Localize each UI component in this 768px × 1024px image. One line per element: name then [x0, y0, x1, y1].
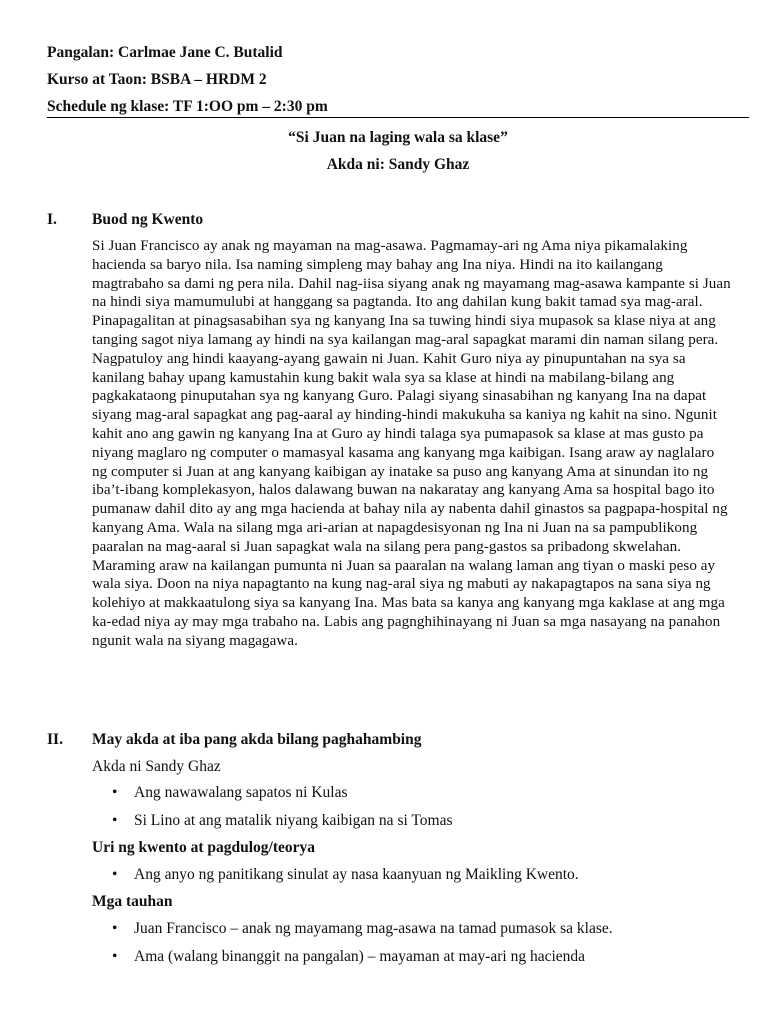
bullet-icon: • [112, 812, 118, 829]
work-item-2: Si Lino at ang matalik niyang kaibigan na si Tomas [134, 812, 453, 829]
characters-heading: Mga tauhan [92, 893, 173, 910]
genre-heading: Uri ng kwento at pagdulog/teorya [92, 839, 316, 856]
genre-item-1: Ang anyo ng panitikang sinulat ay nasa kaanyuan ng Maikling Kwento. [134, 866, 579, 883]
section-1-number: I. [47, 211, 57, 228]
bullet-icon: • [112, 920, 118, 937]
bullet-icon: • [112, 784, 118, 801]
section-2-title: May akda at iba pang akda bilang paghahambing [92, 731, 422, 748]
bullet-icon: • [112, 948, 118, 965]
document-author: Akda ni: Sandy Ghaz [326, 156, 470, 173]
author-works-label: Akda ni Sandy Ghaz [92, 758, 221, 775]
student-name: Pangalan: Carlmae Jane C. Butalid [47, 44, 283, 61]
document-title: “Si Juan na laging wala sa klase” [288, 129, 508, 146]
bullet-icon: • [112, 866, 118, 883]
header-divider [47, 117, 749, 118]
summary-paragraph: Si Juan Francisco ay anak ng mayaman na mag-asawa. Pagmamay-ari ng Ama niya pikamalaking hacienda sa baryo nila. Isa naming simpleng may bahay ang Ina niya. Hindi na ito kailangang magtrabaho sa dami ng pera nila. Dahil nag-iisa siyang anak ng mayamang mag-asawa kampante si Juan na hindi siya mamumulubi at hanggang sa pagtanda. Ito ang dahilan kung bakit tamad sya mag-aral. Pinapagalitan at pinagsasabihan sya ng kanyang Ina sa tuwing hindi siya mupasok sa klase niya at ang tanging sagot niya lamang ay hindi na sya kailangan mag-aral sapagkat marami din naman silang pera. Nagpatuloy ang hindi kaayang-ayang gawain ni Juan. Kahit Guro niya ay pinupuntahan na sya sa kanilang bahay upang kamustahin kung bakit wala sya sa klase at hindi na mabilang-bilang ang pagkakataong pinuputahan sya ng kanyang Guro. Palagi siyang sinasabihan ng kanyang Ina na dapat siyang mag-aral sapagkat ang pag-aaral ay hinding-hindi makukuha sa kaniya ng kahit na sino. Ngunit kahit ano ang gawin ng kanyang Ina at Guro ay hindi talaga sya pumapasok sa klase at mas gusto pa niyang maglaro ng computer o mamasyal kasama ang kanyang mga kaibigan. Isang araw ay naglalaro ng computer si Juan at ang kanyang kaibigan ay inatake sa puso ang kanyang Ama at sinundan ito ng iba’t-ibang komplekasyon, halos dalawang buwan na nakaratay ang kanyang Ama sa hospital bago ito pumanaw dahil dito ay ang mga hacienda at bahay nila ay nabenta dahil ginastos sa pagpapa-hospital ng kanyang Ama. Wala na silang mga ari-arian at napagdesisyonan ng Ina ni Juan na sa pampublikong paaralan na mag-aaral si Juan sapagkat wala na silang pera pang-gastos sa pribadong skwelahan. Maraming araw na kailangan pumunta ni Juan sa paaralan na walang laman ang tiyan o maski peso ay wala siya. Doon na niya napagtanto na kung nag-aral siya ng mabuti ay nakapagtapos na sana siya ng kolehiyo at makkaatulong siya sa kanyang Ina. Mas bata sa kanya ang kanyang mga kaklase at ang mga ka-edad niya ay may mga trabaho na. Labis ang pagnghihinayang ni Juan sa mga nasayang na panahon ngunit wala na siyang magagawa. [92, 238, 731, 649]
work-item-1: Ang nawawalang sapatos ni Kulas [134, 784, 348, 801]
section-2-number: II. [47, 731, 63, 748]
character-item-2: Ama (walang binanggit na pangalan) – mayaman at may-ari ng hacienda [134, 948, 586, 965]
character-item-1: Juan Francisco – anak ng mayamang mag-asawa na tamad pumasok sa klase. [134, 920, 613, 937]
course-year: Kurso at Taon: BSBA – HRDM 2 [47, 71, 267, 88]
section-1-title: Buod ng Kwento [92, 211, 204, 228]
class-schedule: Schedule ng klase: TF 1:OO pm – 2:30 pm [47, 98, 328, 115]
